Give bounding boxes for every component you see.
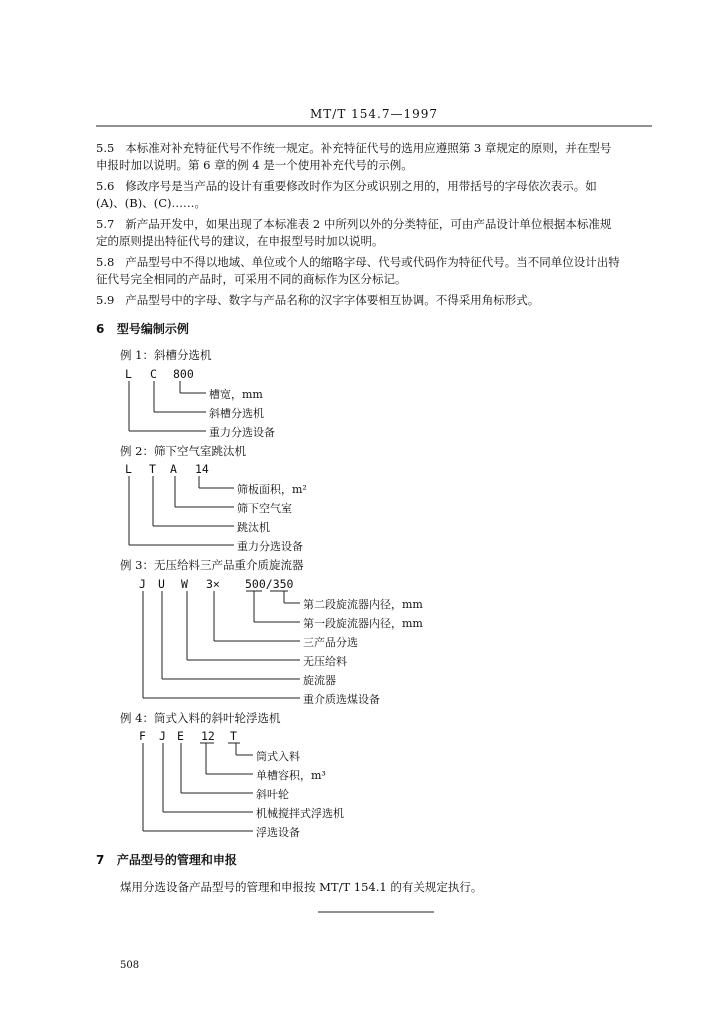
- example-2-label-2: 筛下空气室: [237, 502, 292, 515]
- paragraph-5-7: 5.7 新产品开发中，如果出现了本标准表 2 中所列以外的分类特征，可由产品设计单位根据本标准规: [96, 217, 612, 231]
- example-1-label-3: 重力分选设备: [209, 426, 275, 439]
- example-3-code-2: U: [158, 577, 165, 591]
- example-2-label-4: 重力分选设备: [237, 540, 303, 553]
- paragraph-5-6-cont: (A)、(B)、(C)……。: [96, 196, 206, 210]
- example-2-code-4: 14: [195, 462, 209, 476]
- example-4-title: 例 4：筒式入料的斜叶轮浮选机: [120, 711, 281, 725]
- example-1-code-2: C: [150, 367, 157, 381]
- example-3-label-5: 旋流器: [303, 674, 336, 687]
- paragraph-5-8-cont: 征代号完全相同的产品时，可采用不同的商标作为区分标记。: [96, 272, 407, 286]
- example-3-code-5: 500/350: [245, 577, 294, 591]
- example-3-title: 例 3：无压给料三产品重介质旋流器: [120, 558, 304, 572]
- example-3-code-1: J: [139, 577, 146, 591]
- example-1-title: 例 1：斜槽分选机: [120, 348, 212, 362]
- example-4-code-5: T: [230, 729, 237, 743]
- paragraph-5-8: 5.8 产品型号中不得以地域、单位或个人的缩略字母、代号或代码作为特征代号。当不同单位设计出特: [96, 255, 620, 269]
- example-2-code-3: A: [170, 462, 177, 476]
- paragraph-5-9: 5.9 产品型号中的字母、数字与产品名称的汉字字体要相互协调。不得采用角标形式。: [96, 293, 540, 307]
- example-3-label-1: 第二段旋流器内径，mm: [303, 598, 423, 611]
- example-3-label-3: 三产品分选: [303, 636, 358, 649]
- paragraph-5-5: 5.5 本标准对补充特征代号不作统一规定。补充特征代号的选用应遵照第 3 章规定的原则，并在型号: [96, 141, 612, 155]
- example-3-code-4: 3×: [206, 577, 220, 591]
- example-4-label-5: 浮选设备: [256, 826, 300, 839]
- example-4-code-4: 12: [201, 729, 215, 743]
- page-header-title: MT/T 154.7—1997: [310, 107, 439, 121]
- example-2-label-1: 筛板面积，m²: [237, 483, 307, 496]
- example-2-code-1: L: [125, 462, 132, 476]
- example-3-code-3: W: [181, 577, 188, 591]
- example-3-label-6: 重介质选煤设备: [303, 693, 380, 706]
- section-7-heading: 7 产品型号的管理和申报: [96, 853, 237, 867]
- example-4-label-3: 斜叶轮: [256, 788, 289, 801]
- example-2-code-2: T: [149, 462, 156, 476]
- example-4-code-1: F: [139, 729, 146, 743]
- page-number: 508: [120, 960, 140, 971]
- paragraph-5-5-cont: 申报时加以说明。第 6 章的例 4 是一个使用补充代号的示例。: [96, 158, 413, 172]
- example-2-label-3: 跳汰机: [237, 521, 270, 534]
- example-4-label-2: 单槽容积，m³: [256, 769, 326, 782]
- example-1-label-2: 斜槽分选机: [209, 407, 264, 420]
- example-4-code-2: J: [159, 729, 166, 743]
- example-4-label-1: 筒式入料: [256, 750, 300, 763]
- example-1-code-1: L: [125, 367, 132, 381]
- section-7-text: 煤用分选设备产品型号的管理和申报按 MT/T 154.1 的有关规定执行。: [120, 880, 483, 894]
- section-6-heading: 6 型号编制示例: [96, 322, 189, 336]
- example-1-label-1: 槽宽，mm: [209, 388, 263, 401]
- example-4-label-4: 机械搅拌式浮选机: [256, 807, 344, 820]
- example-3-label-4: 无压给料: [303, 655, 347, 668]
- paragraph-5-6: 5.6 修改序号是当产品的设计有重要修改时作为区分或识别之用的，用带括号的字母依次表示。如: [96, 179, 597, 193]
- example-3-label-2: 第一段旋流器内径，mm: [303, 617, 423, 630]
- example-2-title: 例 2：筛下空气室跳汰机: [120, 444, 246, 458]
- paragraph-5-7-cont: 定的原则提出特征代号的建议，在申报型号时加以说明。: [96, 234, 384, 248]
- example-4-code-3: E: [177, 729, 184, 743]
- example-1-code-3: 800: [173, 367, 194, 381]
